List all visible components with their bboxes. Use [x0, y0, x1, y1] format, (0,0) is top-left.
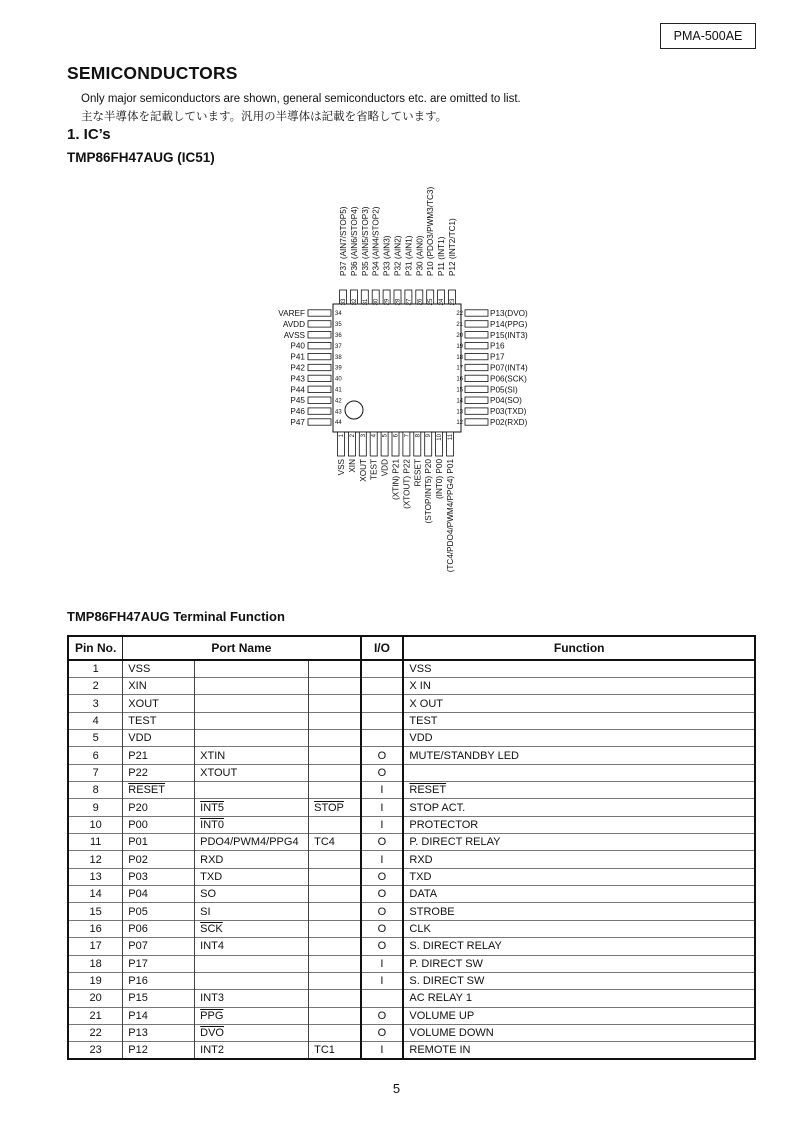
header-port-name: Port Name	[123, 636, 361, 660]
pin-number: 36	[335, 333, 342, 339]
pin-number: 43	[335, 409, 342, 416]
cell-io: O	[361, 938, 404, 955]
pin-number: 3	[360, 434, 367, 438]
pin-number: 28	[395, 298, 402, 306]
cell-port-name: P01	[123, 834, 195, 851]
cell-port-alt1: $\overline{SCK}$	[195, 920, 309, 937]
pin-number: 17	[456, 365, 463, 372]
cell-function: DATA	[403, 886, 755, 903]
pin-label: (XTOUT) P22	[402, 459, 412, 509]
cell-port-alt1: SI	[195, 903, 309, 920]
cell-port-alt2	[309, 660, 361, 678]
cell-io: O	[361, 868, 404, 885]
note-japanese: 主な半導体を記載しています。汎用の半導体は記載を省略しています。	[81, 111, 448, 123]
cell-pin-no: 12	[68, 851, 123, 868]
cell-function	[403, 764, 755, 781]
cell-port-name: P06	[123, 920, 195, 937]
cell-port-alt2	[309, 920, 361, 937]
cell-function: P. DIRECT SW	[403, 955, 755, 972]
table-row	[68, 730, 755, 747]
pin-label: VDD	[380, 459, 390, 477]
cell-port-alt2	[309, 938, 361, 955]
note-english: Only major semiconductors are shown, general semiconductors etc. are omitted to list.	[81, 93, 521, 105]
pin-label: P41	[290, 352, 305, 362]
pin-number: 39	[335, 365, 342, 372]
pin-label: XOUT	[358, 459, 368, 482]
cell-io	[361, 695, 404, 712]
cell-pin-no: 16	[68, 920, 123, 937]
cell-io: O	[361, 886, 404, 903]
cell-function: MUTE/STANDBY LED	[403, 747, 755, 764]
cell-io: O	[361, 1024, 404, 1041]
cell-pin-no: 18	[68, 955, 123, 972]
pin-label: VSS	[337, 459, 346, 476]
cell-pin-no: 6	[68, 747, 123, 764]
cell-function: S. DIRECT RELAY	[403, 938, 755, 955]
header-pin-no: Pin No.	[68, 636, 123, 660]
cell-port-name: P07	[123, 938, 195, 955]
table-row	[68, 851, 755, 868]
pin-label: RESET	[413, 459, 423, 487]
cell-port-name: P00	[123, 816, 195, 833]
pin-label: VAREF	[278, 309, 305, 318]
cell-io: I	[361, 955, 404, 972]
cell-port-name: P04	[123, 886, 195, 903]
cell-port-alt2	[309, 972, 361, 989]
pin-lead	[308, 397, 331, 403]
pin-label: P30 (AIN0)	[415, 235, 425, 276]
pin-label: P13(DVO)	[490, 309, 528, 318]
cell-port-name: P15	[123, 990, 195, 1007]
cell-port-alt2	[309, 1007, 361, 1024]
pin-lead	[308, 375, 331, 381]
table-row	[68, 660, 755, 678]
pin-label: (STOP/INT5) P20	[424, 459, 434, 524]
pin-number: 10	[437, 434, 444, 441]
model-number-box: PMA-500AE	[660, 23, 756, 49]
cell-function: VOLUME UP	[403, 1007, 755, 1024]
pin-label: AVSS	[283, 330, 305, 340]
pin-label: P16	[490, 341, 505, 351]
cell-pin-no: 11	[68, 834, 123, 851]
table-row	[68, 920, 755, 937]
pin-number: 2	[349, 434, 356, 438]
pin-label: P05(SI)	[490, 385, 518, 395]
cell-pin-no: 7	[68, 764, 123, 781]
cell-function: TEST	[403, 712, 755, 729]
cell-pin-no: 3	[68, 695, 123, 712]
cell-io: O	[361, 1007, 404, 1024]
pin-number: 35	[335, 322, 342, 329]
cell-port-alt1: INT3	[195, 990, 309, 1007]
cell-port-alt2	[309, 730, 361, 747]
cell-function: VSS	[403, 660, 755, 678]
table-row	[68, 990, 755, 1007]
cell-port-alt2	[309, 955, 361, 972]
cell-port-name: TEST	[123, 712, 195, 729]
table-row	[68, 712, 755, 729]
pin-number: 1	[339, 434, 345, 438]
pin-label: P36 (AIN6/STOP4)	[349, 206, 359, 276]
cell-port-alt2	[309, 816, 361, 833]
cell-io	[361, 712, 404, 729]
table-row	[68, 834, 755, 851]
pin-number: 24	[439, 298, 446, 306]
cell-io	[361, 990, 404, 1007]
pin-label: P33 (AIN3)	[382, 235, 392, 276]
cell-io: O	[361, 834, 404, 851]
table-header-row	[68, 636, 755, 660]
table-row	[68, 1007, 755, 1024]
cell-port-name: P03	[123, 868, 195, 885]
cell-port-alt2	[309, 695, 361, 712]
cell-port-alt1	[195, 730, 309, 747]
pin-label: P44	[290, 385, 305, 395]
pin-label: AVDD	[282, 319, 305, 329]
pin-label: XIN	[347, 459, 357, 473]
pin-lead	[308, 310, 331, 316]
pin-label: P42	[290, 363, 305, 373]
cell-io: I	[361, 816, 404, 833]
cell-port-alt2: TC4	[309, 834, 361, 851]
table-row	[68, 903, 755, 920]
terminal-function-table	[67, 635, 756, 1060]
cell-pin-no: 8	[68, 782, 123, 799]
pin-number: 40	[335, 376, 342, 383]
cell-port-alt2	[309, 868, 361, 885]
cell-port-name: P14	[123, 1007, 195, 1024]
pin-label: P43	[290, 374, 305, 384]
cell-port-alt1: XTOUT	[195, 764, 309, 781]
page-number: 5	[392, 1081, 401, 1096]
pin-lead	[308, 364, 331, 370]
cell-function: TXD	[403, 868, 755, 885]
cell-io: O	[361, 747, 404, 764]
cell-port-name: P12	[123, 1042, 195, 1060]
cell-port-name: VSS	[123, 660, 195, 678]
pin-number: 34	[335, 311, 342, 318]
pin-number: 6	[393, 434, 400, 438]
cell-function: CLK	[403, 920, 755, 937]
pin-label: P04(SO)	[490, 396, 522, 406]
pin-label: P12 (INT2/TC1)	[448, 218, 457, 276]
cell-port-alt2	[309, 886, 361, 903]
cell-port-name: XIN	[123, 678, 195, 695]
cell-port-alt2	[309, 678, 361, 695]
pin-number: 14	[456, 398, 463, 405]
cell-port-alt1: INT4	[195, 938, 309, 955]
table-row	[68, 938, 755, 955]
pin-lead	[465, 343, 488, 349]
cell-io: O	[361, 764, 404, 781]
cell-pin-no: 22	[68, 1024, 123, 1041]
table-row	[68, 1042, 755, 1060]
pin-label: P35 (AIN5/STOP3)	[360, 206, 370, 276]
cell-io: O	[361, 920, 404, 937]
pin-number: 25	[428, 298, 435, 306]
subsection-title: 1. IC’s	[67, 126, 111, 143]
ic-title: TMP86FH47AUG (IC51)	[67, 150, 215, 165]
cell-pin-no: 5	[68, 730, 123, 747]
pin-label: (TC4/PDO4/PWM4/PPG4) P01	[446, 459, 455, 573]
pin-label: P37 (AIN7/STOP5)	[339, 206, 348, 276]
cell-port-name: P02	[123, 851, 195, 868]
cell-io: I	[361, 851, 404, 868]
cell-port-name: P05	[123, 903, 195, 920]
pin-lead	[465, 408, 488, 414]
cell-io	[361, 678, 404, 695]
cell-port-alt1	[195, 955, 309, 972]
cell-port-alt1: $\overline{PPG}$	[195, 1007, 309, 1024]
pin-lead	[308, 419, 331, 425]
cell-port-alt1: INT5	[195, 799, 309, 816]
cell-io	[361, 730, 404, 747]
pin-number: 18	[456, 354, 463, 361]
pin-number: 44	[335, 420, 342, 427]
cell-function: S. DIRECT SW	[403, 972, 755, 989]
cell-port-name: RESET	[123, 782, 195, 799]
pin-number: 33	[341, 298, 347, 306]
cell-pin-no: 17	[68, 938, 123, 955]
pin-lead	[308, 353, 331, 359]
cell-port-alt2	[309, 851, 361, 868]
pin-label: P31 (AIN1)	[404, 235, 414, 276]
cell-port-name: P20	[123, 799, 195, 816]
cell-function: AC RELAY 1	[403, 990, 755, 1007]
cell-port-name: P16	[123, 972, 195, 989]
cell-pin-no: 9	[68, 799, 123, 816]
cell-io: I	[361, 1042, 404, 1060]
pin-number: 13	[456, 409, 463, 416]
cell-port-alt1	[195, 660, 309, 678]
table-row	[68, 695, 755, 712]
cell-io: O	[361, 903, 404, 920]
table-row	[68, 886, 755, 903]
cell-io	[361, 660, 404, 678]
pin-number: 12	[456, 420, 463, 427]
pin-label: P40	[290, 341, 305, 351]
table-row	[68, 747, 755, 764]
cell-port-alt1	[195, 695, 309, 712]
table-row	[68, 782, 755, 799]
pin-label: P46	[290, 407, 305, 417]
pin-lead	[465, 353, 488, 359]
cell-port-alt1	[195, 782, 309, 799]
pin-label: P34 (AIN4/STOP2)	[371, 206, 381, 276]
cell-port-alt1: PDO4/PWM4/PPG4	[195, 834, 309, 851]
cell-port-alt2: TC1	[309, 1042, 361, 1060]
cell-pin-no: 1	[68, 660, 123, 678]
cell-port-name: P21	[123, 747, 195, 764]
cell-pin-no: 14	[68, 886, 123, 903]
pin-number: 16	[456, 376, 463, 383]
pin-label: (INT0) P00	[435, 459, 445, 500]
pin-number: 19	[456, 343, 463, 350]
table-row	[68, 816, 755, 833]
cell-pin-no: 21	[68, 1007, 123, 1024]
cell-pin-no: 2	[68, 678, 123, 695]
pin-number: 5	[382, 434, 389, 438]
cell-port-name: P17	[123, 955, 195, 972]
table-row	[68, 868, 755, 885]
pin-number: 32	[351, 298, 358, 306]
pin-label: P17	[490, 352, 505, 362]
cell-port-alt2	[309, 903, 361, 920]
pin-number: 4	[371, 434, 378, 438]
pin-number: 7	[404, 434, 411, 438]
cell-port-alt1	[195, 678, 309, 695]
pin-label: P06(SCK)	[490, 374, 527, 384]
cell-port-name: VDD	[123, 730, 195, 747]
cell-pin-no: 10	[68, 816, 123, 833]
cell-function: REMOTE IN	[403, 1042, 755, 1060]
pin-number: 15	[456, 387, 463, 394]
pin-lead	[465, 375, 488, 381]
pin-number: 42	[335, 398, 342, 405]
pin-number: 11	[448, 434, 454, 441]
cell-function: VDD	[403, 730, 755, 747]
table-row	[68, 1024, 755, 1041]
section-title: SEMICONDUCTORS	[67, 63, 238, 83]
pin-number: 41	[335, 387, 342, 394]
pin-label: P11 (INT1)	[437, 236, 447, 276]
cell-function: VOLUME DOWN	[403, 1024, 755, 1041]
cell-function: RESET	[403, 782, 755, 799]
pin-lead	[308, 343, 331, 349]
cell-port-alt2	[309, 764, 361, 781]
cell-io: I	[361, 799, 404, 816]
cell-port-alt1: SO	[195, 886, 309, 903]
cell-port-alt2	[309, 747, 361, 764]
pin-label: (XTIN) P21	[391, 459, 401, 500]
cell-port-alt2	[309, 1024, 361, 1041]
pin-lead	[465, 386, 488, 392]
ic-body	[333, 304, 461, 432]
pin-label: P45	[290, 396, 305, 406]
cell-port-alt1	[195, 712, 309, 729]
table-body	[68, 660, 755, 1059]
cell-port-name: P13	[123, 1024, 195, 1041]
pin-label: P14(PPG)	[490, 319, 528, 329]
pin-lead	[465, 332, 488, 338]
pin-label: P03(TXD)	[490, 407, 527, 417]
table-row	[68, 972, 755, 989]
cell-port-name: P22	[123, 764, 195, 781]
cell-pin-no: 4	[68, 712, 123, 729]
cell-port-alt2: STOP	[309, 799, 361, 816]
pin-label: P47	[290, 418, 305, 427]
pin-number: 23	[450, 298, 456, 306]
cell-port-alt2	[309, 990, 361, 1007]
pin-label: P02(RXD)	[490, 418, 528, 427]
cell-function: X OUT	[403, 695, 755, 712]
table-title: TMP86FH47AUG Terminal Function	[67, 609, 285, 624]
cell-port-alt1: TXD	[195, 868, 309, 885]
pin-label: P32 (AIN2)	[393, 235, 403, 276]
cell-port-alt1: INT0	[195, 816, 309, 833]
pin-number: 22	[456, 311, 463, 318]
header-function: Function	[403, 636, 755, 660]
cell-pin-no: 13	[68, 868, 123, 885]
pin-lead	[308, 321, 331, 327]
pin-lead	[308, 386, 331, 392]
pin-number: 27	[406, 298, 413, 306]
cell-function: PROTECTOR	[403, 816, 755, 833]
cell-port-name: XOUT	[123, 695, 195, 712]
table-row	[68, 799, 755, 816]
pin-lead	[308, 332, 331, 338]
pin-number: 37	[335, 343, 342, 350]
pin-lead	[465, 310, 488, 316]
pin-label: P10 (PDO3/PWM3/TC3)	[426, 186, 436, 276]
header-io: I/O	[361, 636, 404, 660]
pin-number: 38	[335, 354, 342, 361]
pin-label: TEST	[369, 459, 379, 480]
table-row	[68, 955, 755, 972]
cell-function: X IN	[403, 678, 755, 695]
cell-port-alt1: $\overline{DVO}$	[195, 1024, 309, 1041]
pin-lead	[465, 397, 488, 403]
cell-port-alt2	[309, 782, 361, 799]
cell-port-alt1: INT2	[195, 1042, 309, 1060]
cell-io: I	[361, 782, 404, 799]
pin-number: 21	[456, 322, 463, 329]
table-row	[68, 678, 755, 695]
cell-port-alt1: XTIN	[195, 747, 309, 764]
pin-number: 8	[415, 434, 422, 438]
pin-number: 29	[384, 298, 391, 306]
cell-function: RXD	[403, 851, 755, 868]
pin-number: 20	[456, 333, 463, 339]
pin-lead	[465, 419, 488, 425]
cell-port-alt1	[195, 972, 309, 989]
pin-number: 30	[373, 298, 380, 306]
pin-number: 9	[426, 434, 433, 438]
pin-lead	[308, 408, 331, 414]
cell-io: I	[361, 972, 404, 989]
cell-function: STOP ACT.	[403, 799, 755, 816]
cell-port-alt1: RXD	[195, 851, 309, 868]
cell-pin-no: 23	[68, 1042, 123, 1060]
cell-pin-no: 19	[68, 972, 123, 989]
pin-number: 31	[362, 298, 369, 306]
pin-label: P07(INT4)	[490, 363, 528, 373]
cell-pin-no: 20	[68, 990, 123, 1007]
cell-function: STROBE	[403, 903, 755, 920]
pin-number: 26	[417, 298, 424, 306]
cell-function: P. DIRECT RELAY	[403, 834, 755, 851]
pin-lead	[465, 321, 488, 327]
pin-label: P15(INT3)	[490, 330, 528, 340]
cell-port-alt2	[309, 712, 361, 729]
table-row	[68, 764, 755, 781]
cell-pin-no: 15	[68, 903, 123, 920]
pin-lead	[465, 364, 488, 370]
